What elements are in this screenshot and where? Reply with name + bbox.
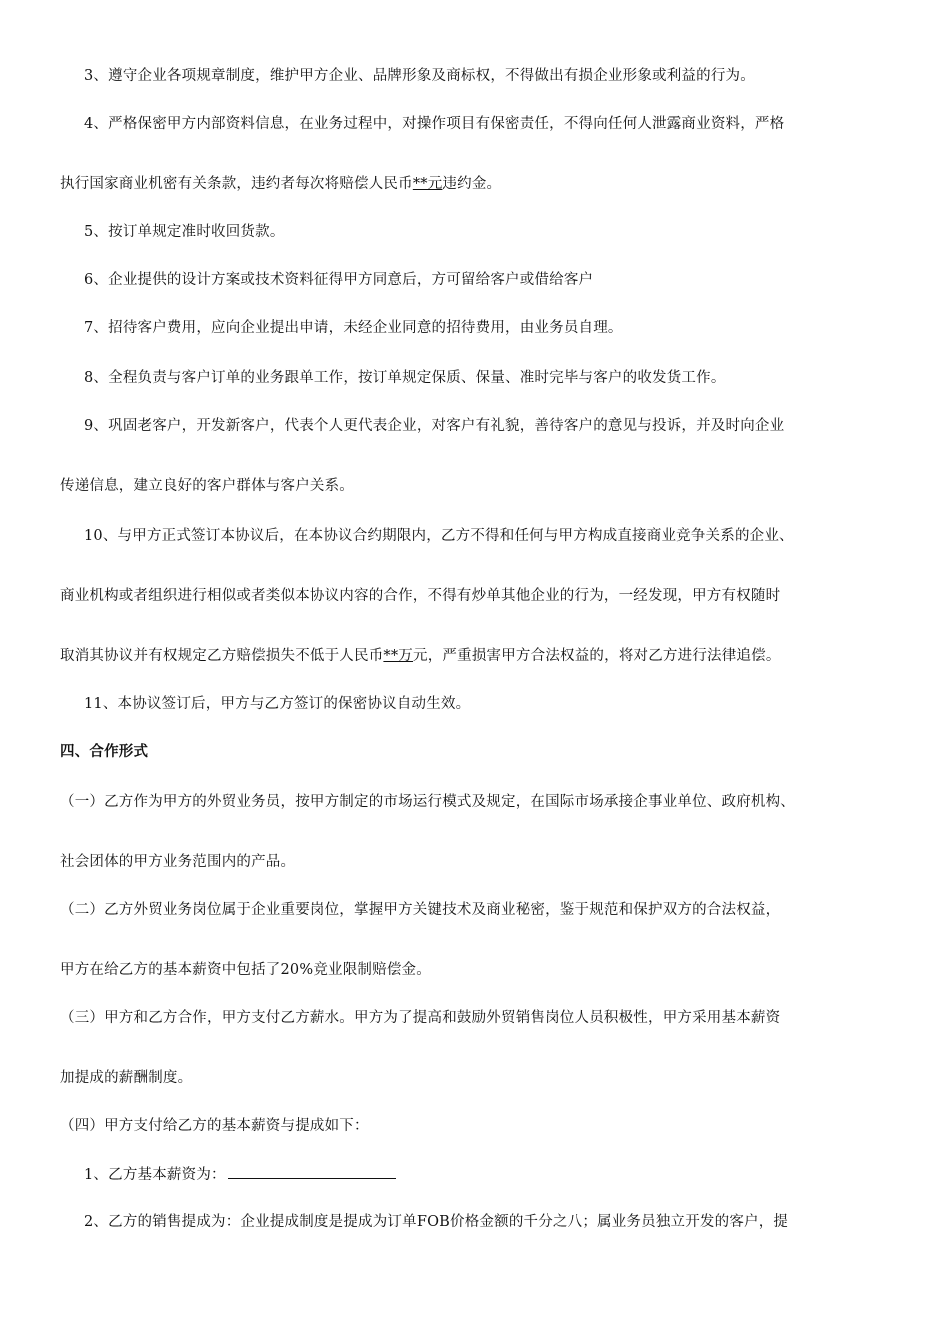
item-1-line-2: 社会团体的甲方业务范围内的产品。 — [60, 854, 296, 870]
item-2-line-1: （二）乙方外贸业务岗位属于企业重要岗位，掌握甲方关键技术及商业秘密，鉴于规范和保护双方的合法权益， — [60, 902, 781, 918]
item-4: （四）甲方支付给乙方的基本薪资与提成如下： — [60, 1118, 369, 1134]
clause-3: 3、遵守企业各项规章制度，维护甲方企业、品牌形象及商标权，不得做出有损企业形象或利益的行为。 — [84, 68, 755, 84]
clause-4-text: 执行国家商业机密有关条款，违约者每次将赔偿人民币 — [60, 176, 413, 192]
commission-line: 2、乙方的销售提成为：企业提成制度是提成为订单FOB价格金额的千分之八；属业务员独立开发的客户，提 — [84, 1214, 789, 1230]
clause-11: 11、本协议签订后，甲方与乙方签订的保密协议自动生效。 — [84, 696, 471, 712]
item-2-line-2: 甲方在给乙方的基本薪资中包括了20%竞业限制赔偿金。 — [60, 962, 431, 978]
clause-4-line-1: 4、严格保密甲方内部资料信息，在业务过程中，对操作项目有保密责任，不得向任何人泄露商业资料，严格 — [84, 116, 785, 132]
salary-label: 1、乙方基本薪资为： — [84, 1167, 226, 1183]
clause-10-tail: 元，严重损害甲方合法权益的，将对乙方进行法律追偿。 — [413, 648, 781, 664]
clause-5: 5、按订单规定准时收回货款。 — [84, 224, 285, 240]
salary-line — [84, 1164, 396, 1185]
salary-blank-field[interactable] — [228, 1164, 396, 1179]
item-1-line-1: （一）乙方作为甲方的外贸业务员，按甲方制定的市场运行模式及规定，在国际市场承接企事业单位、政府机构、 — [60, 794, 795, 810]
clause-8: 8、全程负责与客户订单的业务跟单工作，按订单规定保质、保量、准时完毕与客户的收发货工作。 — [84, 370, 726, 386]
compensation-amount: **万 — [383, 648, 414, 664]
clause-7: 7、招待客户费用，应向企业提出申请，未经企业同意的招待费用，由业务员自理。 — [84, 320, 623, 336]
clause-10-line-2: 商业机构或者组织进行相似或者类似本协议内容的合作，不得有炒单其他企业的行为，一经发现，甲方有权随时 — [60, 588, 781, 604]
clause-6: 6、企业提供的设计方案或技术资料征得甲方同意后，方可留给客户或借给客户 — [84, 272, 594, 288]
item-3-line-1: （三）甲方和乙方合作，甲方支付乙方薪水。甲方为了提高和鼓励外贸销售岗位人员积极性，甲方采用基本薪资 — [60, 1010, 781, 1026]
penalty-amount: **元 — [412, 176, 443, 192]
clause-10-line-3 — [60, 646, 781, 666]
clause-9-line-1: 9、巩固老客户，开发新客户，代表个人更代表企业，对客户有礼貌，善待客户的意见与投诉，并及时向企业 — [84, 418, 785, 434]
clause-4-line-2 — [60, 174, 501, 194]
clause-10-line-1: 10、与甲方正式签订本协议后，在本协议合约期限内，乙方不得和任何与甲方构成直接商业竞争关系的企业、 — [84, 528, 794, 544]
clause-9-line-2: 传递信息，建立良好的客户群体与客户关系。 — [60, 478, 354, 494]
section-heading: 四、合作形式 — [60, 743, 149, 760]
item-3-line-2: 加提成的薪酬制度。 — [60, 1070, 193, 1086]
clause-4-tail: 违约金。 — [442, 176, 502, 192]
clause-10-text: 取消其协议并有权规定乙方赔偿损失不低于人民币 — [60, 648, 384, 664]
